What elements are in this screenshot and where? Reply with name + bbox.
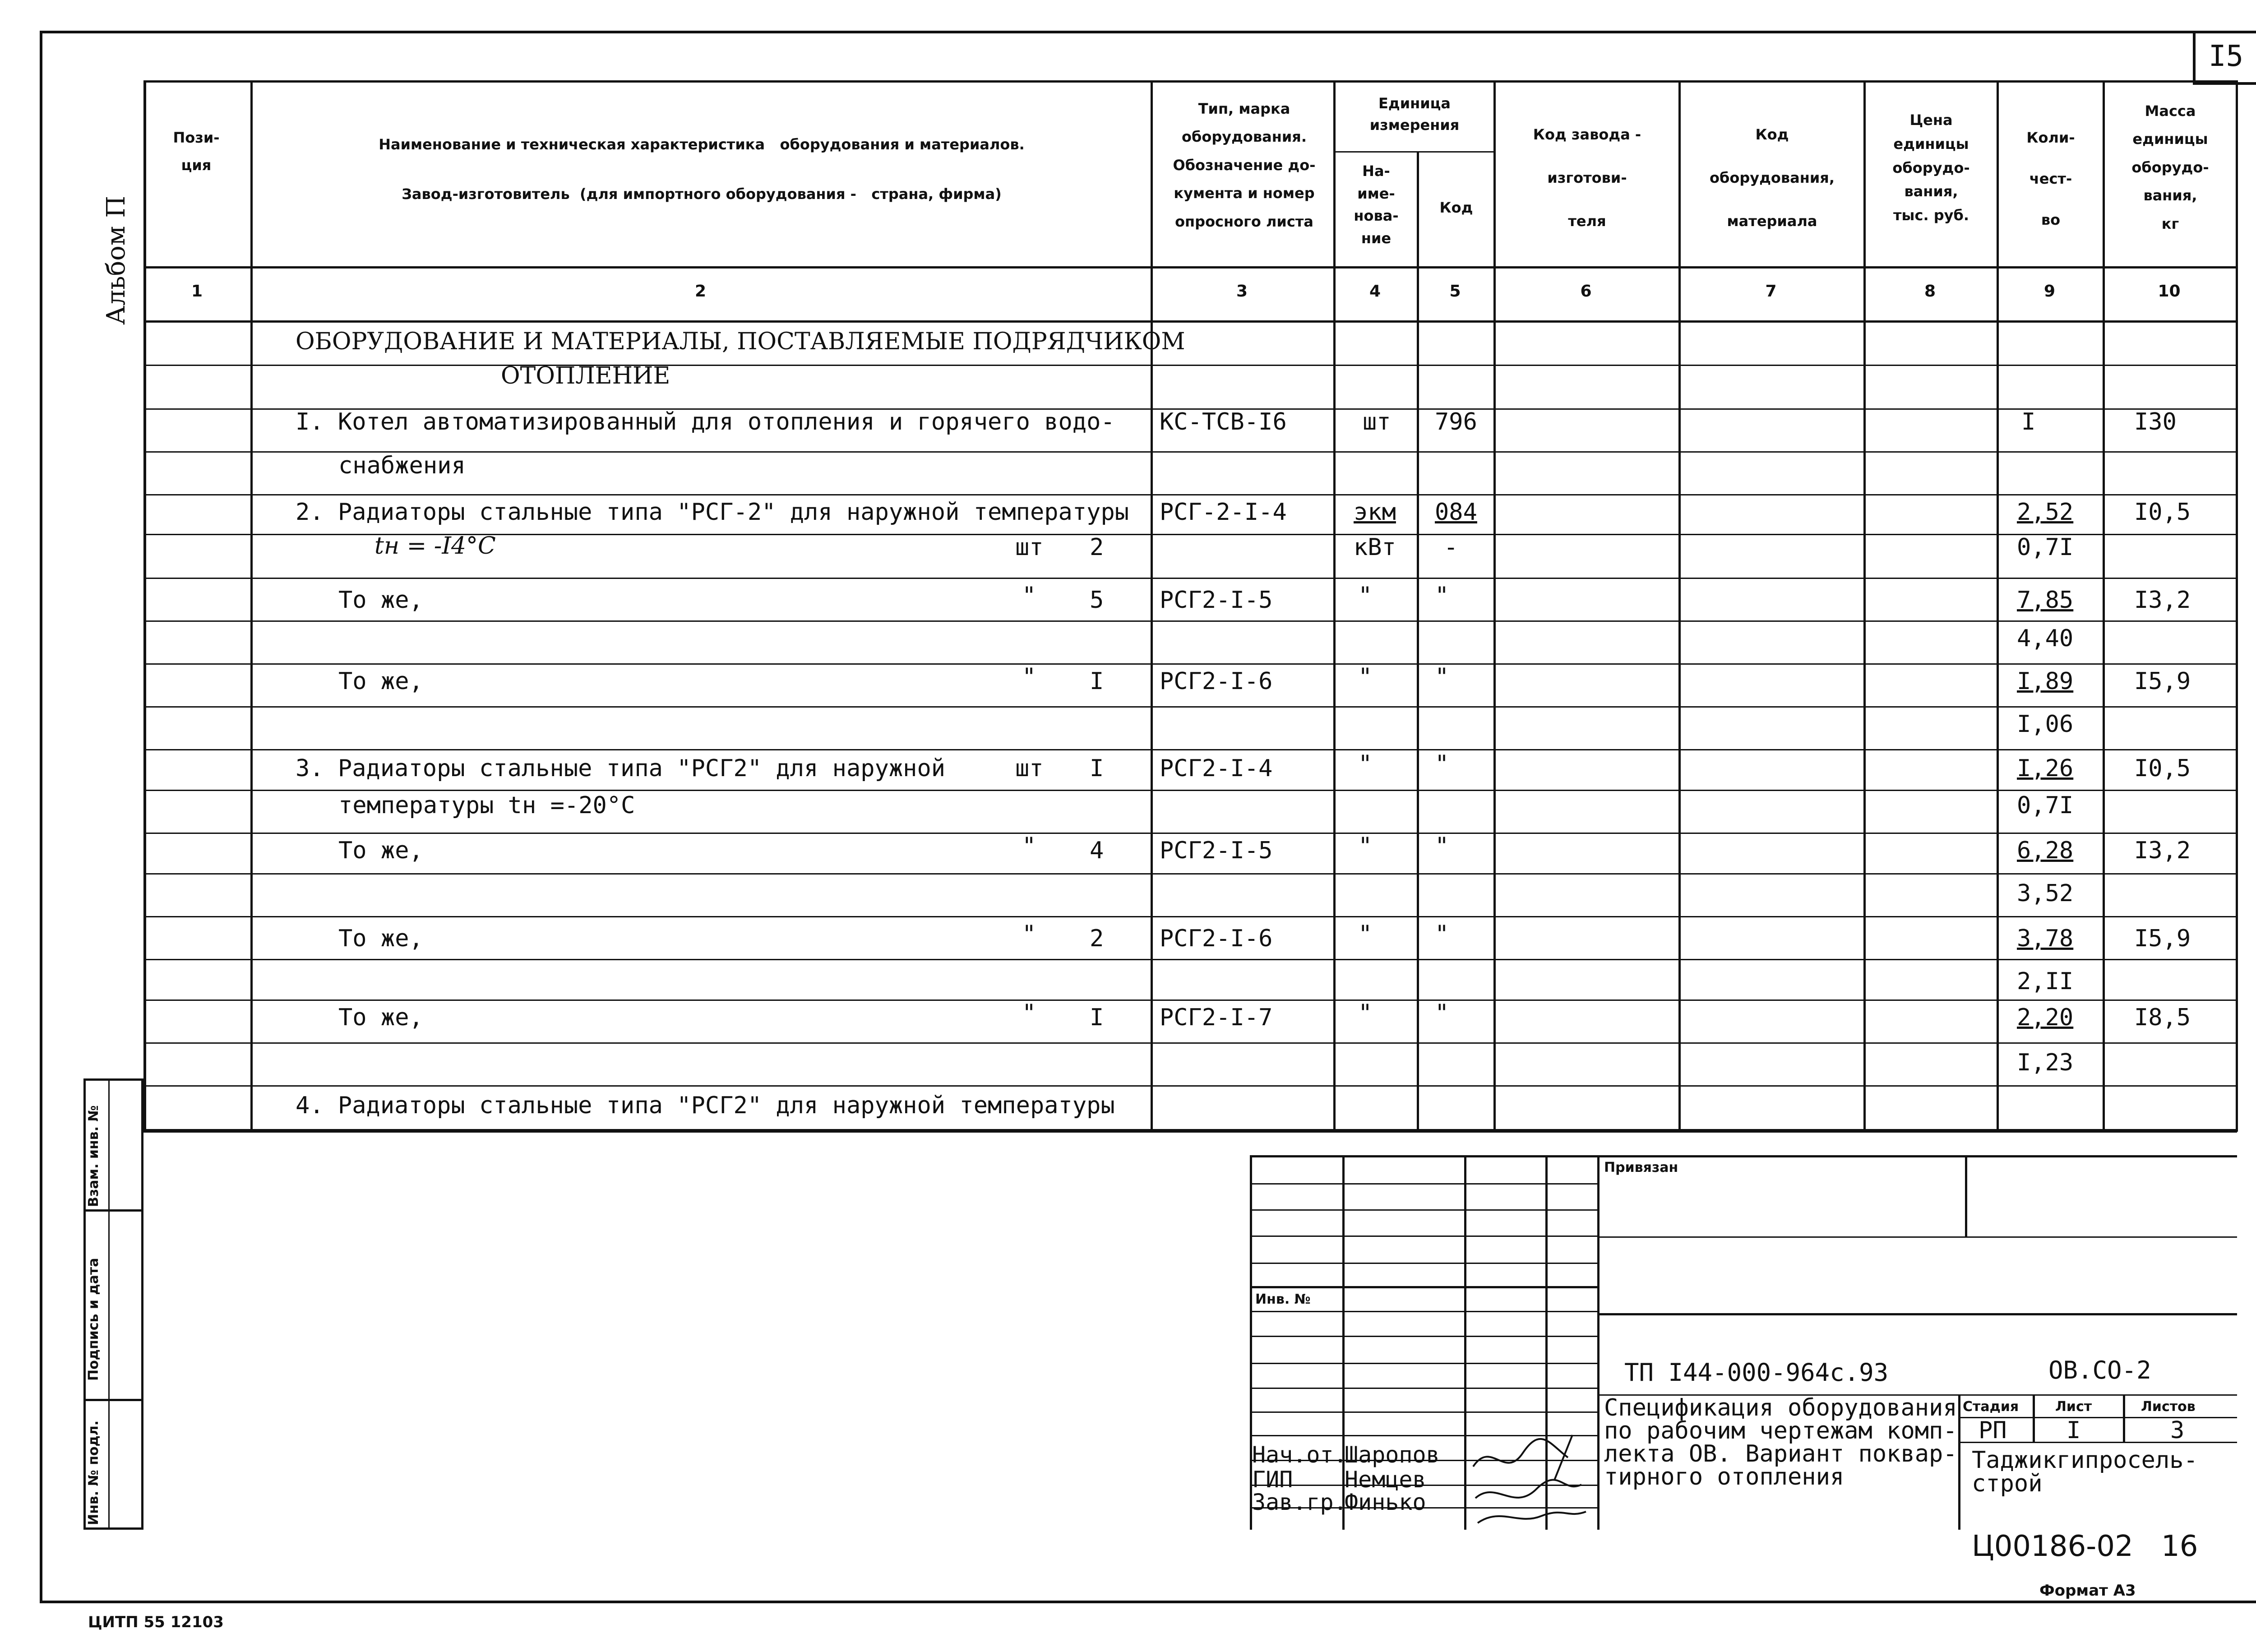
row-unit: шт (1363, 408, 1391, 435)
bottom-num: 16 (2161, 1530, 2198, 1563)
row-mid-count: I (1090, 1004, 1104, 1031)
row-code: 084 (1435, 499, 1477, 526)
row-qty: 7,85 (2017, 587, 2074, 614)
row-code: " (1435, 582, 1449, 609)
header-name-line1: Наименование и техническая характеристика оборудования и материалов. (379, 136, 1025, 153)
row-qty: 4,40 (2017, 625, 2074, 652)
row-qty: 2,20 (2017, 1004, 2074, 1031)
name-0: Шаропов (1345, 1442, 1440, 1468)
row-code: " (1435, 750, 1449, 777)
header-equip-code: Код оборудования, материала (1710, 126, 1835, 230)
row-mass: I0,5 (2134, 499, 2191, 526)
sheets-label: Листов (2141, 1399, 2196, 1415)
header-unit: Единица измерения (1369, 95, 1460, 134)
col-num-9: 9 (2043, 282, 2056, 301)
sheets-value: 3 (2170, 1417, 2185, 1444)
stage-value: РП (1979, 1417, 2007, 1444)
row-qty: 3,52 (2017, 880, 2074, 907)
header-type: Тип, марка оборудования. Обозначение до- кумента и номер опросного листа (1173, 100, 1316, 230)
row-unit: " (1358, 921, 1373, 948)
row-name: 4. Радиаторы стальные типа "РСГ2" для наружной температуры (296, 1092, 1115, 1119)
sheet-code: ОВ.СО-2 (2048, 1356, 2151, 1384)
row-unit: экм (1354, 499, 1396, 526)
row-name: температуры tн =-20°C (338, 792, 635, 819)
side-replace-inv: Взам. инв. № (86, 1105, 102, 1207)
row-code: " (1435, 1000, 1449, 1027)
sheet-number: I5 (2209, 40, 2244, 73)
row-qty: 2,52 (2017, 499, 2074, 526)
privyazan-label: Привязан (1604, 1160, 1678, 1175)
row-type: КС-ТСВ-I6 (1160, 408, 1287, 435)
row-qty: 2,II (2017, 968, 2074, 995)
row-name: tн = -I4°C (374, 532, 496, 560)
row-mid-unit: шт (1015, 534, 1044, 561)
print-code: ЦИТП 55 12103 (88, 1613, 224, 1631)
inv-no-label: Инв. № (1255, 1291, 1311, 1307)
row-unit: кВт (1354, 534, 1396, 561)
row-name: То же, (338, 925, 423, 952)
row-qty: 0,7I (2017, 792, 2074, 819)
col-num-4: 4 (1369, 282, 1381, 301)
row-mass: I0,5 (2134, 755, 2191, 782)
sheet-value: I (2066, 1417, 2081, 1444)
row-mass: I3,2 (2134, 587, 2191, 614)
row-type: РСГ2-I-5 (1160, 587, 1273, 614)
album-label: Альбом П (102, 195, 131, 325)
row-name: снабжения (338, 452, 466, 479)
row-qty: I (2021, 408, 2036, 435)
row-mid-unit: " (1022, 921, 1036, 948)
row-qty: 3,78 (2017, 925, 2074, 952)
doc-code: ТП I44-000-964с.93 (1624, 1358, 1889, 1387)
row-mid-count: 5 (1090, 587, 1104, 614)
row-mid-unit: " (1022, 663, 1036, 690)
role-2: Зав.гр. (1252, 1489, 1347, 1515)
role-0: Нач.от. (1252, 1442, 1347, 1468)
subsection-title: ОТОПЛЕНИЕ (501, 362, 670, 389)
row-type: РСГ2-I-7 (1160, 1004, 1273, 1031)
row-name: То же, (338, 587, 423, 614)
row-mass: I3,2 (2134, 837, 2191, 864)
row-qty: I,89 (2017, 668, 2074, 695)
row-unit: " (1358, 750, 1373, 777)
header-qty: Коли- чест- во (2026, 129, 2075, 229)
row-type: РСГ2-I-5 (1160, 837, 1273, 864)
row-mid-count: 2 (1090, 534, 1104, 561)
header-maker-code: Код завода - изготови- теля (1533, 126, 1641, 230)
header-price: Цена единицы оборудо- вания, тыс. руб. (1892, 111, 1970, 224)
sheet-label: Лист (2055, 1399, 2092, 1415)
col-num-7: 7 (1765, 282, 1777, 301)
side-inv-orig: Инв. № подл. (86, 1420, 102, 1525)
col-num-2: 2 (694, 282, 707, 301)
row-code: - (1444, 534, 1458, 561)
row-qty: I,06 (2017, 711, 2074, 738)
col-num-1: 1 (191, 282, 203, 301)
row-name: 2. Радиаторы стальные типа "РСГ-2" для наружной температуры (296, 499, 1129, 526)
format-label: Формат А3 (2039, 1582, 2136, 1600)
bottom-code: Ц00186-02 (1972, 1530, 2133, 1563)
row-mid-count: 4 (1090, 837, 1104, 864)
header-unit-name: На- име- нова- ние (1354, 162, 1399, 247)
row-code: " (1435, 921, 1449, 948)
role-1: ГИП (1252, 1467, 1293, 1493)
header-mass: Масса единицы оборудо- вания, кг (2131, 102, 2209, 232)
side-sign-date: Подпись и дата (86, 1258, 102, 1381)
row-mass: I5,9 (2134, 668, 2191, 695)
header-unit-code: Код (1439, 199, 1473, 216)
row-type: РСГ2-I-6 (1160, 668, 1273, 695)
stage-label: Стадия (1963, 1399, 2019, 1415)
row-mid-unit: " (1022, 1000, 1036, 1027)
row-name: То же, (338, 837, 423, 864)
row-unit: " (1358, 833, 1373, 860)
row-qty: I,23 (2017, 1049, 2074, 1076)
row-type: РСГ-2-I-4 (1160, 499, 1287, 526)
row-mass: I5,9 (2134, 925, 2191, 952)
row-mass: I30 (2134, 408, 2177, 435)
row-name: 3. Радиаторы стальные типа "РСГ2" для наружной (296, 755, 946, 782)
row-qty: 6,28 (2017, 837, 2074, 864)
row-mid-count: 2 (1090, 925, 1104, 952)
row-mass: I8,5 (2134, 1004, 2191, 1031)
row-mid-count: I (1090, 668, 1104, 695)
row-unit: " (1358, 663, 1373, 690)
signatures (1464, 1426, 1597, 1530)
row-type: РСГ2-I-6 (1160, 925, 1273, 952)
row-type: РСГ2-I-4 (1160, 755, 1273, 782)
name-2: Финько (1345, 1489, 1426, 1515)
col-num-8: 8 (1924, 282, 1936, 301)
col-num-6: 6 (1580, 282, 1592, 301)
row-code: 796 (1435, 408, 1477, 435)
row-code: " (1435, 663, 1449, 690)
row-mid-unit: шт (1015, 755, 1044, 782)
row-mid-count: I (1090, 755, 1104, 782)
row-mid-unit: " (1022, 582, 1036, 609)
row-qty: 0,7I (2017, 534, 2074, 561)
doc-title: Спецификация оборудования по рабочим чертежам комп- лекта ОВ. Вариант поквар- тирного отопления (1604, 1394, 1957, 1490)
row-code: " (1435, 833, 1449, 860)
name-1: Немцев (1345, 1467, 1426, 1493)
row-mid-unit: " (1022, 833, 1036, 860)
section-title: ОБОРУДОВАНИЕ И МАТЕРИАЛЫ, ПОСТАВЛЯЕМЫЕ ПОДРЯДЧИКОМ (296, 328, 1185, 355)
row-qty: I,26 (2017, 755, 2074, 782)
row-name: То же, (338, 1004, 423, 1031)
row-name: То же, (338, 668, 423, 695)
org-name: Таджикгипросель- строй (1972, 1447, 2198, 1497)
col-num-5: 5 (1449, 282, 1461, 301)
row-unit: " (1358, 1000, 1373, 1027)
col-num-3: 3 (1236, 282, 1248, 301)
header-name-line2: Завод-изготовитель (для импортного оборудования - страна, фирма) (402, 185, 1002, 203)
col-num-10: 10 (2158, 282, 2181, 301)
row-name: I. Котел автоматизированный для отопления и горячего водо- (296, 408, 1115, 435)
row-unit: " (1358, 582, 1373, 609)
header-position: Пози- ция (173, 129, 220, 174)
